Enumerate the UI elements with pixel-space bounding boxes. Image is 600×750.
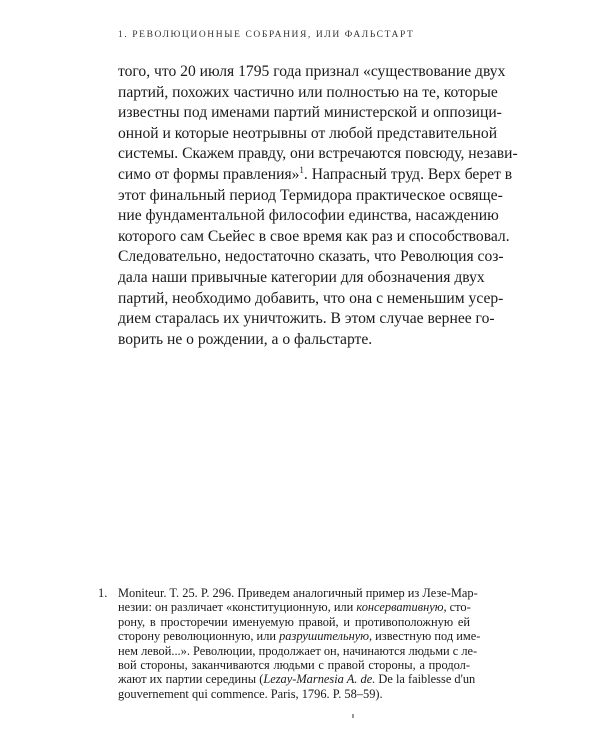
footnote-line: вой стороны, заканчиваются людьми с правой стороны, а продол- bbox=[118, 657, 470, 672]
text-segment: , известную под име- bbox=[368, 629, 481, 644]
text-line: того, что 20 июля 1795 года признал «существование двух bbox=[118, 63, 506, 80]
text-segment: жают их партии середины ( bbox=[118, 672, 264, 687]
text-line: дала наши привычные категории для обозначения двух bbox=[118, 268, 485, 286]
text-line: системы. Скажем правду, они встречаются повсюду, незави- bbox=[118, 145, 518, 163]
text-segment: . Напрасный труд. Верх берет в bbox=[303, 165, 513, 183]
footnote-line: нем левой...». Революции, продолжает он, начинаются людьми с ле- bbox=[118, 643, 478, 658]
text-segment: незии: он различает «конституционную, или bbox=[118, 600, 357, 615]
footnote bbox=[98, 586, 481, 701]
text-line: онной и которые неотрывны от любой представительной bbox=[118, 124, 498, 142]
text-line: ние фундаментальной философии единства, насаждению bbox=[118, 207, 499, 225]
page-mark bbox=[352, 714, 354, 718]
footnote-line: Moniteur. T. 25. P. 296. Приведем аналогичный пример из Лезе-Мар- bbox=[118, 586, 478, 600]
text-segment: De la faiblesse d'un bbox=[375, 672, 476, 687]
footnote-line bbox=[118, 672, 476, 687]
text-line: Следовательно, недостаточно сказать, что Революция соз- bbox=[118, 248, 504, 266]
text-line: которого сам Сьейес в свое время как раз и способствовал. bbox=[118, 227, 510, 245]
text-segment: симо от формы правления» bbox=[118, 165, 300, 183]
text-line: дием старалась их уничтожить. В этом случае вернее го- bbox=[118, 310, 495, 328]
footnote-line: рону, в просторечии именуемую правой, и противоположную ей bbox=[118, 614, 470, 629]
footnote-line bbox=[118, 629, 481, 644]
text-line: партий, похожих частично или полностью на те, которые bbox=[118, 83, 498, 101]
main-text bbox=[118, 62, 518, 350]
text-segment: , сто- bbox=[443, 600, 471, 615]
italic-term: разрушительную bbox=[279, 629, 369, 644]
text-segment: сторону революционную, или bbox=[118, 629, 280, 644]
text-line: известны под именами партий министерской и оппозици- bbox=[118, 104, 502, 122]
running-head: 1. РЕВОЛЮЦИОННЫЕ СОБРАНИЯ, ИЛИ ФАЛЬСТАРТ bbox=[118, 30, 415, 40]
italic-author: Lezay-Marnesia A. de. bbox=[263, 672, 376, 687]
italic-term: консервативную bbox=[356, 600, 444, 615]
text-line bbox=[118, 164, 513, 186]
text-line: ворить не о рождении, а о фальстарте. bbox=[118, 330, 373, 348]
text-line: партий, необходимо добавить, что она с неменьшим усер- bbox=[118, 289, 504, 307]
footnote-reference[interactable]: 1 bbox=[299, 164, 304, 175]
footnote-number: 1. bbox=[98, 586, 108, 600]
text-line: этот финальный период Термидора практическое освяще- bbox=[118, 186, 503, 204]
footnote-line bbox=[118, 600, 470, 614]
footnote-line: gouvernement qui commence. Paris, 1796. P. 58–59). bbox=[118, 686, 383, 701]
